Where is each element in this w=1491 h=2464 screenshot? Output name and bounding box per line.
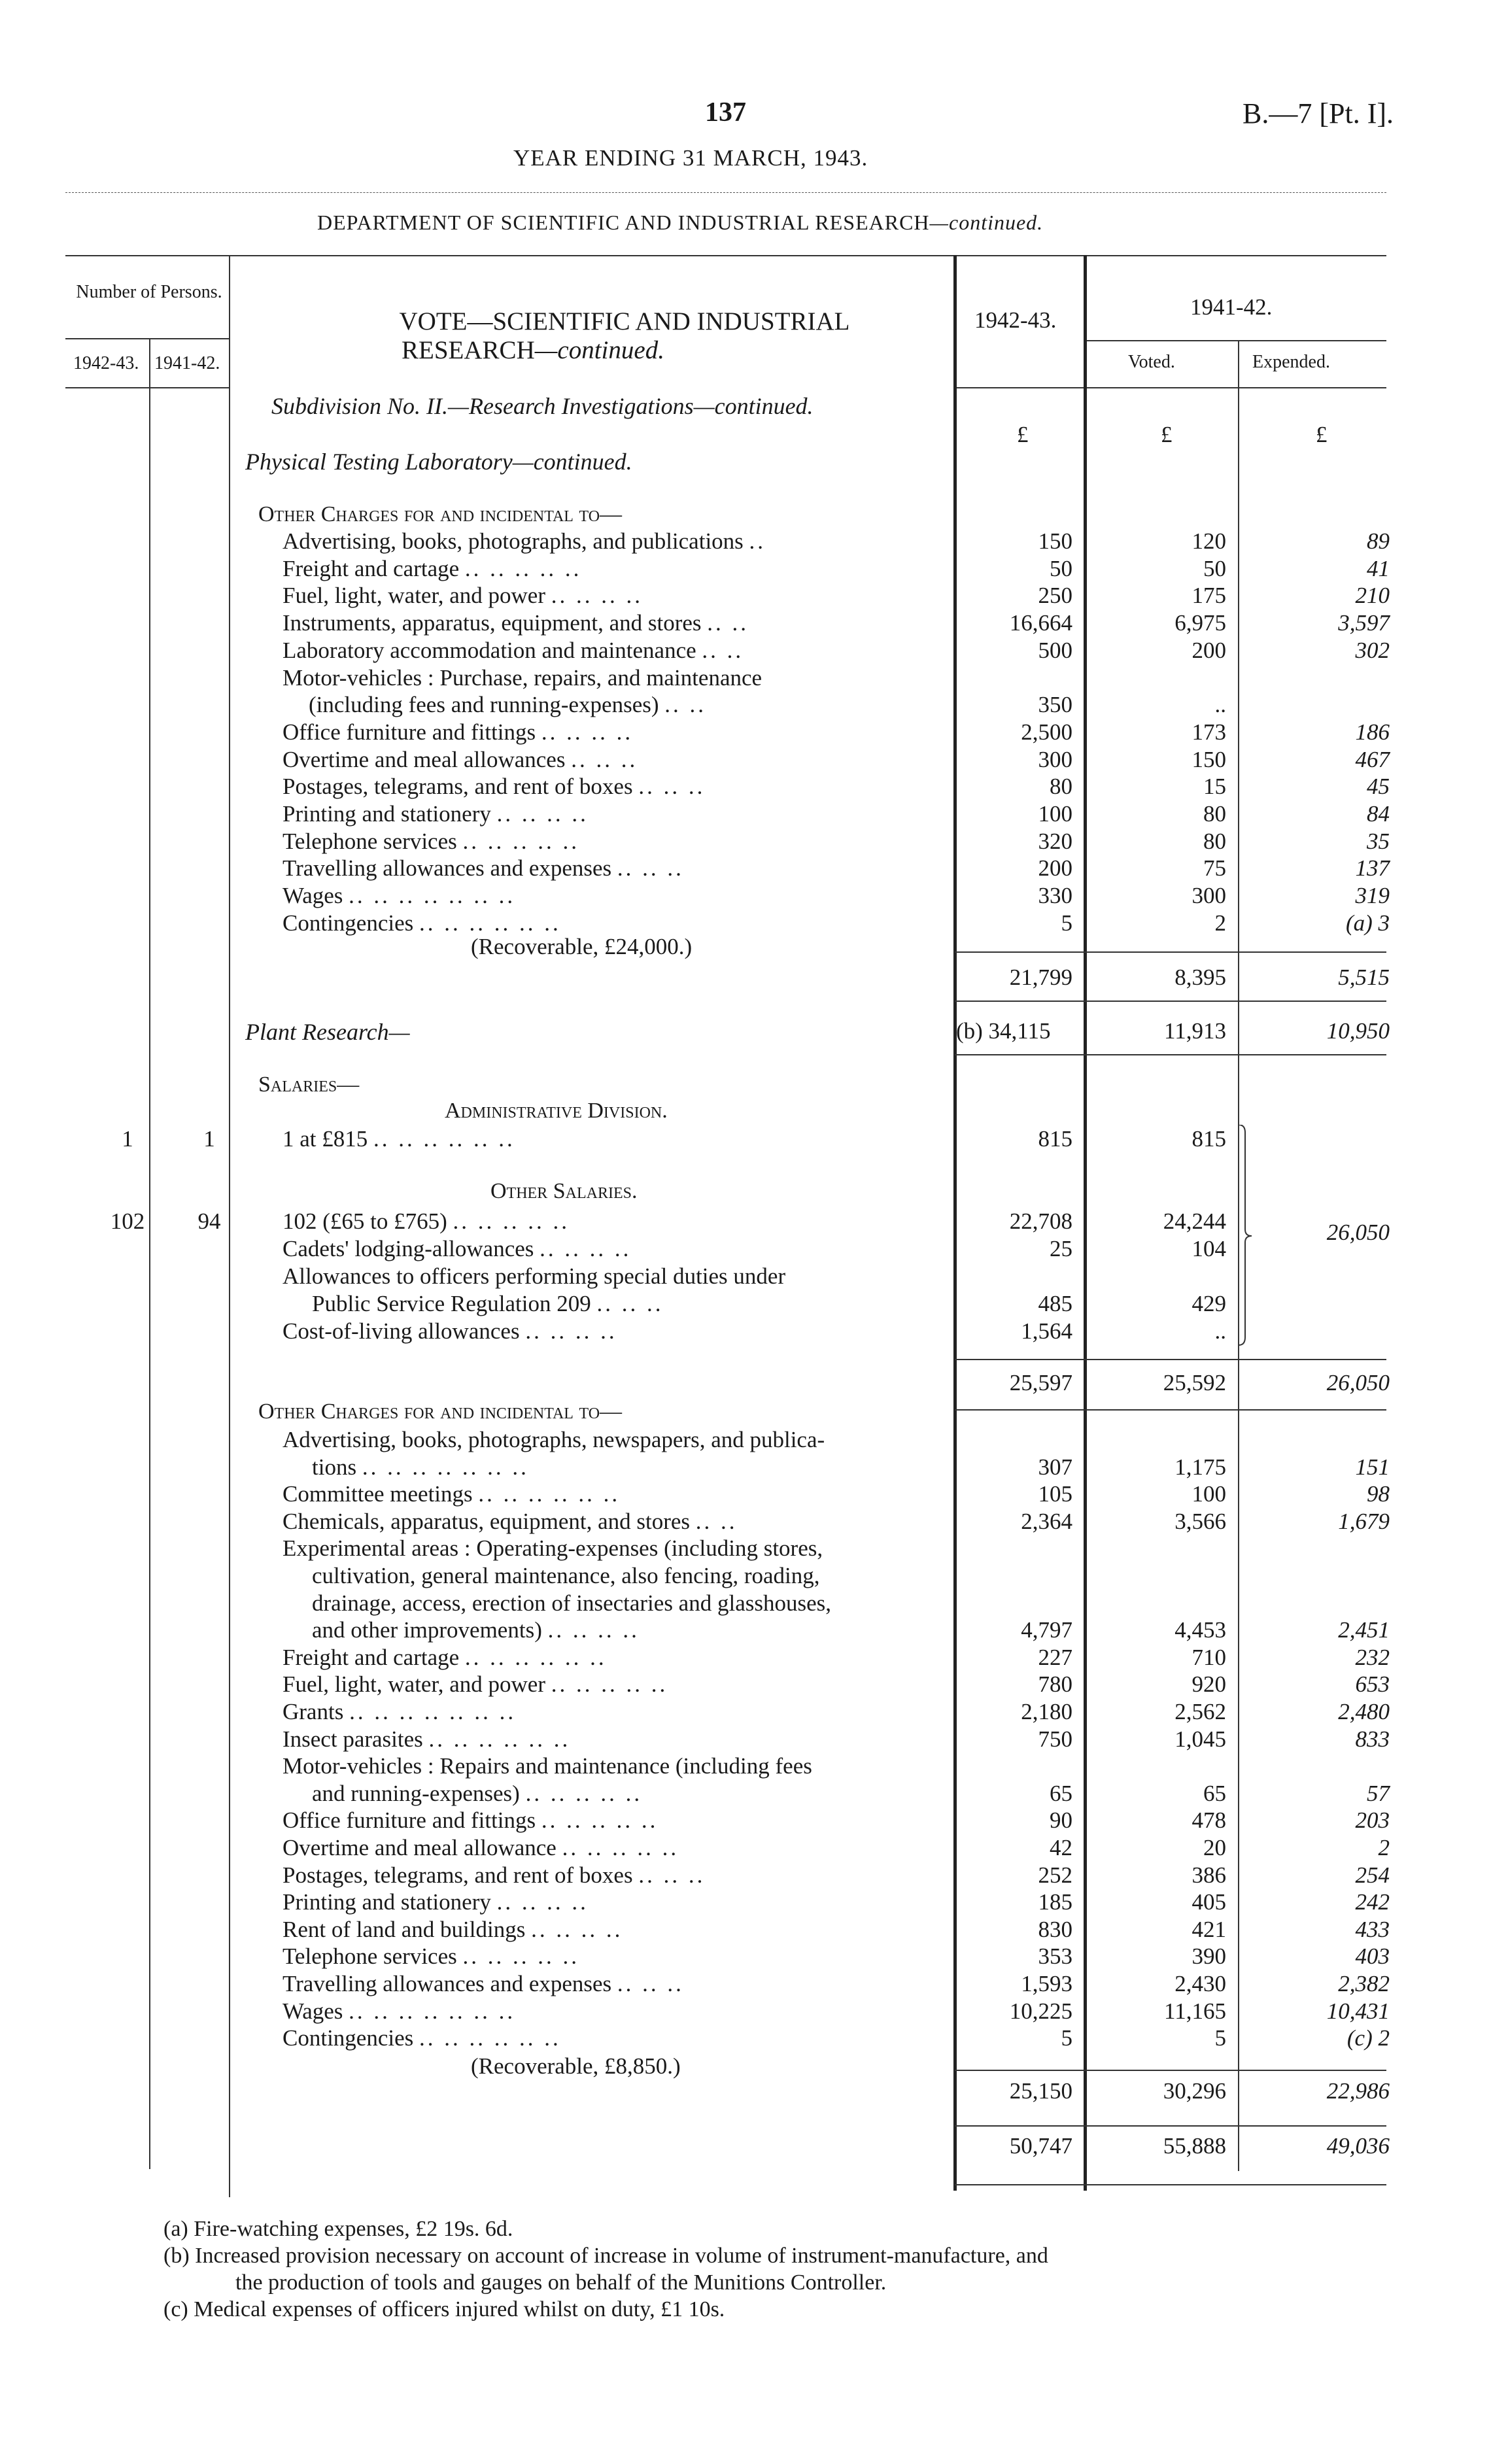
document-reference: B.—7 [Pt. I]. — [1242, 97, 1394, 129]
persons-label: Number of Persons. — [76, 282, 222, 302]
plant-item-15-expended: 2 — [1378, 1835, 1390, 1860]
physical-item-10-expended: 84 — [1367, 801, 1390, 827]
table-top-rule — [65, 255, 1386, 256]
salaries-bracket — [1236, 1125, 1262, 1347]
table-bottom-rule — [955, 2184, 1386, 2185]
rule-persons-mid — [149, 338, 150, 2169]
plant-grand-total-rule — [955, 2125, 1386, 2127]
plant-item-18-expended: 433 — [1355, 1916, 1390, 1942]
year-title: YEAR ENDING 31 MARCH, 1943. — [513, 145, 868, 171]
plant-item-22-voted: 5 — [1214, 2025, 1226, 2051]
admin-persons-1942: 1 — [122, 1126, 133, 1152]
plant-heading-voted: 11,913 — [1164, 1018, 1226, 1044]
admin-division-heading: Administrative Division. — [445, 1099, 668, 1123]
plant-item-20-1942: 1,593 — [1021, 1971, 1072, 1996]
plant-item-16-1942: 252 — [1038, 1862, 1072, 1888]
plant-item-2-label: Committee meetings .. .. .. .. .. .. — [283, 1481, 621, 1507]
physical-total-bottom-rule — [955, 1001, 1386, 1002]
plant-heading-expended: 10,950 — [1326, 1018, 1390, 1044]
plant-item-19-label: Telephone services .. .. .. .. .. — [283, 1943, 579, 1970]
physical-item-12-label: Travelling allowances and expenses .. .. .. — [283, 855, 684, 881]
plant-item-15-label: Overtime and meal allowance .. .. .. .. .. — [283, 1835, 679, 1860]
salary-item-0-voted: 24,244 — [1163, 1208, 1226, 1234]
physical-item-4-expended: 302 — [1355, 637, 1390, 663]
physical-item-2-label: Fuel, light, water, and power .. .. .. .. — [283, 583, 643, 609]
physical-item-14-expended: (a) 3 — [1345, 910, 1390, 936]
physical-item-5-label: Motor-vehicles : Purchase, repairs, and maintenance — [283, 664, 763, 691]
plant-grand-total-voted: 55,888 — [1163, 2133, 1226, 2159]
physical-total-expended: 5,515 — [1338, 965, 1390, 990]
plant-item-17-1942: 185 — [1038, 1889, 1072, 1915]
footnote-b-cont: the production of tools and gauges on behalf of the Munitions Controller. — [235, 2270, 887, 2295]
department-continued: —continued. — [929, 211, 1044, 234]
plant-recoverable: (Recoverable, £8,850.) — [471, 2053, 681, 2079]
plant-heading: Plant Research— — [245, 1019, 410, 1045]
department-title — [317, 211, 1043, 235]
persons-header-bottom — [65, 387, 229, 388]
plant-item-2-voted: 100 — [1191, 1481, 1226, 1507]
admin-row-1942: 815 — [1038, 1126, 1072, 1152]
rule-col-1941-left — [1084, 255, 1087, 2191]
physical-item-11-expended: 35 — [1367, 828, 1390, 854]
pound-voted: £ — [1161, 422, 1173, 447]
plant-item-3-voted: 3,566 — [1174, 1508, 1226, 1534]
plant-item-17-voted: 405 — [1191, 1889, 1226, 1915]
physical-item-13-label: Wages .. .. .. .. .. .. .. — [283, 883, 516, 909]
plant-item-9-voted: 920 — [1191, 1671, 1226, 1698]
plant-grand-total-expended: 49,036 — [1326, 2133, 1390, 2159]
persons-col-1942: 1942-43. — [73, 353, 139, 373]
plant-item-5-label: cultivation, general maintenance, also fencing, roading, — [312, 1563, 820, 1588]
plant-other-total-expended: 22,986 — [1326, 2078, 1390, 2104]
plant-item-10-1942: 2,180 — [1021, 1699, 1072, 1724]
physical-item-10-voted: 80 — [1203, 801, 1226, 827]
other-salaries-heading: Other Salaries. — [490, 1179, 638, 1203]
salaries-total-voted: 25,592 — [1163, 1370, 1226, 1395]
salary-item-0-label: 102 (£65 to £765) .. .. .. .. .. — [283, 1208, 570, 1234]
plant-item-9-1942: 780 — [1038, 1671, 1072, 1698]
plant-item-1-voted: 1,175 — [1174, 1454, 1226, 1480]
physical-item-2-voted: 175 — [1191, 583, 1226, 609]
plant-item-14-1942: 90 — [1050, 1807, 1072, 1834]
plant-other-total-1942: 25,150 — [1009, 2078, 1072, 2104]
physical-item-8-expended: 467 — [1355, 746, 1390, 772]
plant-item-12-label: Motor-vehicles : Repairs and maintenance (including fees — [283, 1753, 812, 1779]
physical-recoverable: (Recoverable, £24,000.) — [471, 934, 693, 959]
plant-item-14-label: Office furniture and fittings .. .. .. .. .. — [283, 1807, 659, 1834]
physical-total-voted: 8,395 — [1174, 965, 1226, 990]
plant-item-8-1942: 227 — [1038, 1644, 1072, 1670]
plant-item-10-expended: 2,480 — [1338, 1699, 1390, 1724]
plant-item-2-1942: 105 — [1038, 1481, 1072, 1507]
plant-item-2-expended: 98 — [1367, 1481, 1390, 1507]
plant-item-3-expended: 1,679 — [1338, 1508, 1390, 1534]
salary-item-2-label: Allowances to officers performing special duties under — [283, 1263, 786, 1289]
plant-item-21-expended: 10,431 — [1326, 1998, 1390, 2024]
physical-item-10-label: Printing and stationery .. .. .. .. — [283, 801, 589, 827]
footnote-a: (a) Fire-watching expenses, £2 19s. 6d. — [163, 2217, 513, 2241]
salary-item-3-1942: 485 — [1038, 1291, 1072, 1316]
physical-item-12-1942: 200 — [1038, 855, 1072, 881]
plant-item-11-voted: 1,045 — [1174, 1726, 1226, 1752]
plant-item-22-1942: 5 — [1061, 2025, 1072, 2051]
admin-row-label: 1 at £815 .. .. .. .. .. .. — [283, 1126, 515, 1152]
physical-item-7-label: Office furniture and fittings .. .. .. .. — [283, 719, 634, 745]
physical-item-2-expended: 210 — [1355, 583, 1390, 609]
plant-item-21-label: Wages .. .. .. .. .. .. .. — [283, 1998, 516, 2024]
plant-item-14-expended: 203 — [1355, 1807, 1390, 1834]
physical-item-3-1942: 16,664 — [1009, 610, 1072, 636]
subdivision-heading: Subdivision No. II.—Research Investigations—continued. — [271, 393, 814, 419]
plant-item-20-expended: 2,382 — [1338, 1971, 1390, 1996]
salary-item-3-label: Public Service Regulation 209 .. .. .. — [312, 1291, 664, 1316]
salary-item-4-voted: .. — [1214, 1318, 1226, 1344]
physical-item-14-voted: 2 — [1214, 910, 1226, 936]
physical-item-8-1942: 300 — [1038, 746, 1072, 772]
physical-item-11-1942: 320 — [1038, 828, 1072, 854]
plant-other-total-voted: 30,296 — [1163, 2078, 1226, 2104]
physical-item-4-1942: 500 — [1038, 637, 1072, 663]
col-header-1942: 1942-43. — [974, 307, 1057, 333]
salary-item-4-label: Cost-of-living allowances .. .. .. .. — [283, 1318, 617, 1344]
salary-item-0-persons-1942: 102 — [110, 1208, 145, 1234]
plant-item-1-expended: 151 — [1355, 1454, 1390, 1480]
physical-other-charges-heading: Other Charges for and incidental to— — [258, 502, 623, 526]
plant-item-19-1942: 353 — [1038, 1943, 1072, 1970]
plant-item-3-1942: 2,364 — [1021, 1508, 1072, 1534]
plant-item-15-voted: 20 — [1203, 1835, 1226, 1860]
plant-item-11-1942: 750 — [1038, 1726, 1072, 1752]
plant-item-6-label: drainage, access, erection of insectaries and glasshouses, — [312, 1590, 831, 1616]
physical-item-2-1942: 250 — [1038, 583, 1072, 609]
plant-item-7-1942: 4,797 — [1021, 1617, 1072, 1643]
physical-item-7-voted: 173 — [1191, 719, 1226, 745]
plant-item-11-label: Insect parasites .. .. .. .. .. .. — [283, 1726, 571, 1752]
physical-item-1-label: Freight and cartage .. .. .. .. .. — [283, 555, 582, 581]
plant-item-7-label: and other improvements) .. .. .. .. — [312, 1617, 640, 1643]
physical-item-12-voted: 75 — [1203, 855, 1226, 881]
col-header-voted: Voted. — [1128, 352, 1175, 372]
physical-item-14-1942: 5 — [1061, 910, 1072, 936]
salaries-bracket-total: 26,050 — [1326, 1220, 1390, 1245]
pound-1942: £ — [1017, 422, 1029, 447]
top-rule — [65, 192, 1386, 193]
physical-item-6-voted: .. — [1214, 692, 1226, 718]
physical-item-14-label: Contingencies .. .. .. .. .. .. — [283, 910, 561, 936]
plant-item-8-expended: 232 — [1355, 1644, 1390, 1670]
physical-item-3-voted: 6,975 — [1174, 610, 1226, 636]
plant-item-16-label: Postages, telegrams, and rent of boxes .. .. .. — [283, 1862, 706, 1888]
col-header-bottom-rule — [955, 387, 1386, 388]
plant-item-11-expended: 833 — [1355, 1726, 1390, 1752]
plant-item-9-expended: 653 — [1355, 1671, 1390, 1698]
plant-item-17-expended: 242 — [1355, 1889, 1390, 1915]
physical-item-13-1942: 330 — [1038, 883, 1072, 909]
col-header-expended: Expended. — [1252, 352, 1330, 372]
rule-col-1942-left — [953, 255, 957, 2191]
salaries-heading: Salaries— — [258, 1072, 360, 1097]
salary-item-4-1942: 1,564 — [1021, 1318, 1072, 1344]
physical-item-11-label: Telephone services .. .. .. .. .. — [283, 828, 579, 854]
salaries-total-rule — [955, 1359, 1386, 1360]
physical-item-0-voted: 120 — [1191, 528, 1226, 554]
salary-item-0-persons-1941: 94 — [197, 1208, 221, 1234]
physical-item-8-label: Overtime and meal allowances .. .. .. — [283, 746, 638, 772]
physical-heading: Physical Testing Laboratory—continued. — [245, 449, 632, 475]
plant-item-21-voted: 11,165 — [1164, 1998, 1226, 2024]
page-number: 137 — [705, 97, 746, 128]
physical-item-4-label: Laboratory accommodation and maintenance .. .. — [283, 637, 744, 663]
department-name: DEPARTMENT OF SCIENTIFIC AND INDUSTRIAL RESEARCH — [317, 211, 930, 234]
plant-item-10-label: Grants .. .. .. .. .. .. .. — [283, 1699, 517, 1724]
plant-item-13-voted: 65 — [1203, 1780, 1226, 1806]
plant-item-21-1942: 10,225 — [1009, 1998, 1072, 2024]
salaries-total-bottom-rule — [955, 1409, 1386, 1411]
physical-item-0-expended: 89 — [1367, 528, 1390, 554]
physical-item-1-expended: 41 — [1367, 555, 1390, 581]
vote-title-line2: RESEARCH—continued. — [402, 336, 664, 364]
physical-item-9-voted: 15 — [1203, 774, 1226, 800]
physical-item-1-1942: 50 — [1050, 555, 1072, 581]
plant-item-8-label: Freight and cartage .. .. .. .. .. .. — [283, 1644, 607, 1670]
physical-item-9-1942: 80 — [1050, 774, 1072, 800]
physical-item-8-voted: 150 — [1191, 746, 1226, 772]
plant-grand-total-1942: 50,747 — [1009, 2133, 1072, 2159]
salaries-total-1942: 25,597 — [1009, 1370, 1072, 1395]
plant-item-9-label: Fuel, light, water, and power .. .. .. .. .. — [283, 1671, 668, 1698]
plant-item-7-expended: 2,451 — [1338, 1617, 1390, 1643]
plant-item-8-voted: 710 — [1191, 1644, 1226, 1670]
physical-item-12-expended: 137 — [1355, 855, 1390, 881]
footnotes — [163, 2216, 1048, 2323]
physical-total-rule — [955, 951, 1386, 953]
physical-item-7-expended: 186 — [1355, 719, 1390, 745]
plant-heading-1942: (b) 34,115 — [956, 1018, 1051, 1044]
plant-item-20-label: Travelling allowances and expenses .. .. .. — [283, 1971, 684, 1996]
plant-item-16-expended: 254 — [1355, 1862, 1390, 1888]
footnote-b: (b) Increased provision necessary on account of increase in volume of instrument-manufacture, and — [163, 2244, 1048, 2268]
plant-item-10-voted: 2,562 — [1174, 1699, 1226, 1724]
vote-title — [347, 307, 902, 365]
plant-item-1-1942: 307 — [1038, 1454, 1072, 1480]
plant-item-15-1942: 42 — [1050, 1835, 1072, 1860]
salary-item-1-voted: 104 — [1191, 1236, 1226, 1261]
plant-item-0-label: Advertising, books, photographs, newspapers, and publica- — [283, 1427, 825, 1452]
physical-item-10-1942: 100 — [1038, 801, 1072, 827]
plant-item-18-1942: 830 — [1038, 1916, 1072, 1942]
plant-other-total-rule — [955, 2070, 1386, 2071]
pound-expended: £ — [1316, 422, 1328, 447]
plant-item-17-label: Printing and stationery .. .. .. .. — [283, 1889, 589, 1915]
plant-item-7-voted: 4,453 — [1174, 1617, 1226, 1643]
salary-item-1-label: Cadets' lodging-allowances .. .. .. .. — [283, 1236, 632, 1261]
physical-item-4-voted: 200 — [1191, 637, 1226, 663]
physical-item-11-voted: 80 — [1203, 828, 1226, 854]
physical-item-1-voted: 50 — [1203, 555, 1226, 581]
persons-col-1941: 1941-42. — [154, 353, 220, 373]
physical-item-3-expended: 3,597 — [1338, 610, 1390, 636]
plant-item-19-expended: 403 — [1355, 1943, 1390, 1970]
physical-item-13-voted: 300 — [1191, 883, 1226, 909]
plant-item-19-voted: 390 — [1191, 1943, 1226, 1970]
plant-item-22-expended: (c) 2 — [1346, 2025, 1390, 2051]
plant-other-charges-heading: Other Charges for and incidental to— — [258, 1399, 623, 1424]
plant-item-16-voted: 386 — [1191, 1862, 1226, 1888]
physical-total-1942: 21,799 — [1009, 965, 1072, 990]
physical-item-9-expended: 45 — [1367, 774, 1390, 800]
col-header-split-rule — [1086, 340, 1386, 341]
col-header-1941: 1941-42. — [1190, 294, 1273, 320]
plant-heading-rule — [955, 1054, 1386, 1055]
plant-item-22-label: Contingencies .. .. .. .. .. .. — [283, 2025, 561, 2051]
physical-item-13-expended: 319 — [1355, 883, 1390, 909]
physical-item-6-label: (including fees and running-expenses) .. .. — [309, 692, 707, 718]
vote-title-line1: VOTE—SCIENTIFIC AND INDUSTRIAL — [399, 307, 850, 335]
salary-item-1-1942: 25 — [1050, 1236, 1072, 1261]
physical-item-7-1942: 2,500 — [1021, 719, 1072, 745]
plant-item-1-label: tions .. .. .. .. .. .. .. — [312, 1454, 529, 1480]
plant-item-18-voted: 421 — [1191, 1916, 1226, 1942]
plant-item-18-label: Rent of land and buildings .. .. .. .. — [283, 1916, 623, 1942]
physical-item-6-1942: 350 — [1038, 692, 1072, 718]
salary-item-3-voted: 429 — [1191, 1291, 1226, 1316]
admin-persons-1941: 1 — [203, 1126, 215, 1152]
footnote-c: (c) Medical expenses of officers injured whilst on duty, £1 10s. — [163, 2297, 725, 2321]
plant-item-13-expended: 57 — [1367, 1780, 1390, 1806]
plant-item-20-voted: 2,430 — [1174, 1971, 1226, 1996]
plant-item-13-1942: 65 — [1050, 1780, 1072, 1806]
physical-item-9-label: Postages, telegrams, and rent of boxes .. .. .. — [283, 774, 706, 800]
salaries-total-expended: 26,050 — [1326, 1370, 1390, 1395]
plant-item-3-label: Chemicals, apparatus, equipment, and stores .. .. — [283, 1508, 738, 1534]
salary-item-0-1942: 22,708 — [1009, 1208, 1072, 1234]
physical-item-3-label: Instruments, apparatus, equipment, and stores .. .. — [283, 610, 749, 636]
plant-item-13-label: and running-expenses) .. .. .. .. .. — [312, 1780, 643, 1806]
physical-item-0-1942: 150 — [1038, 528, 1072, 554]
plant-item-14-voted: 478 — [1191, 1807, 1226, 1834]
plant-item-4-label: Experimental areas : Operating-expenses (including stores, — [283, 1535, 823, 1562]
admin-row-voted: 815 — [1191, 1126, 1226, 1152]
physical-item-0-label: Advertising, books, photographs, and publications .. — [283, 528, 766, 554]
